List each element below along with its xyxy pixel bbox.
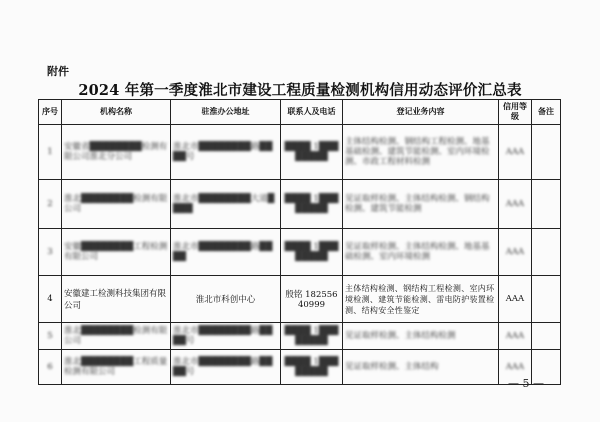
row-contact: 殷铭 18255640999 bbox=[281, 276, 343, 323]
header-remark: 备注 bbox=[532, 100, 561, 125]
header-name: 机构名称 bbox=[62, 100, 171, 125]
row-business: 见证取样检测、主体结构检测、钢结构检测、建筑节能检测 bbox=[345, 194, 490, 214]
header-grade: 信用等级 bbox=[499, 100, 532, 125]
row-address: 淮北市████████大道████ bbox=[173, 194, 275, 214]
row-address: 淮北市████████路████ bbox=[173, 242, 273, 262]
document-title: 2024 年第一季度淮北市建设工程质量检测机构信用动态评价汇总表 bbox=[78, 82, 522, 99]
table-row bbox=[39, 323, 561, 350]
row-contact: ████ 1████████ bbox=[284, 142, 339, 162]
header-address: 驻淮办公地址 bbox=[171, 100, 281, 125]
table-header-row bbox=[39, 100, 561, 125]
row-grade: AAA bbox=[505, 362, 525, 372]
row-address: 淮北市████████路████号 bbox=[173, 357, 273, 377]
row-remark bbox=[532, 276, 561, 323]
row-business: 见证取样检测、主体结构检测 bbox=[345, 331, 456, 341]
row-business: 主体结构检测、钢结构工程检测、地基基础检测、建筑节能检测、室内环境检测、市政工程材料检测 bbox=[345, 137, 490, 167]
row-business: 主体结构检测、钢结构工程检测、室内环境检测、建筑节能检测、雷电防护装置检测、结构安全性鉴定 bbox=[343, 276, 499, 323]
row-seq: 3 bbox=[47, 247, 53, 257]
row-seq: 6 bbox=[47, 362, 53, 372]
row-contact: ████ 1████████ bbox=[284, 242, 339, 262]
header-seq: 序号 bbox=[39, 100, 62, 125]
row-business: 见证取样检测、主体结构检测、地基基础检测、室内环境检测 bbox=[345, 242, 490, 262]
row-name: 安徽省████████检测有限公司淮北分公司 bbox=[64, 142, 168, 162]
row-grade: AAA bbox=[505, 247, 525, 257]
row-name: 淮北████████检测有限公司 bbox=[64, 326, 168, 346]
header-business: 登记业务内容 bbox=[343, 100, 499, 125]
row-address: 淮北市科创中心 bbox=[171, 276, 281, 323]
header-contact: 联系人及电话 bbox=[281, 100, 343, 125]
row-grade: AAA bbox=[499, 276, 532, 323]
table-row bbox=[39, 350, 561, 385]
row-seq: 5 bbox=[47, 331, 53, 341]
row-grade: AAA bbox=[505, 331, 525, 341]
row-seq: 1 bbox=[47, 147, 53, 157]
row-address: 淮北市████████路████号 bbox=[173, 326, 273, 346]
attachment-label: 附件 bbox=[47, 65, 69, 78]
row-address: 淮北市████████路████号 bbox=[173, 142, 273, 162]
table-row bbox=[39, 125, 561, 180]
row-name: 安徽████████工程检测有限公司 bbox=[64, 242, 168, 262]
row-name: 安徽建工检测科技集团有限公司 bbox=[62, 276, 171, 323]
table-row bbox=[39, 276, 561, 323]
row-seq: 2 bbox=[47, 199, 53, 209]
row-seq: 4 bbox=[39, 276, 62, 323]
row-grade: AAA bbox=[505, 147, 525, 157]
row-name: 淮北████████工程质量检测有限公司 bbox=[64, 357, 168, 377]
table-row bbox=[39, 229, 561, 276]
page-number: — 5 — bbox=[508, 377, 544, 390]
row-contact: ████ 1████████ bbox=[284, 326, 339, 346]
row-contact: ████ 1████████ bbox=[284, 194, 339, 214]
row-contact: ████ 1████████ bbox=[284, 357, 339, 377]
table-row bbox=[39, 180, 561, 229]
row-grade: AAA bbox=[505, 199, 525, 209]
evaluation-table bbox=[38, 99, 561, 385]
row-name: 淮北████████检测有限公司 bbox=[64, 194, 168, 214]
row-business: 见证取样检测、主体结构 bbox=[345, 362, 439, 372]
